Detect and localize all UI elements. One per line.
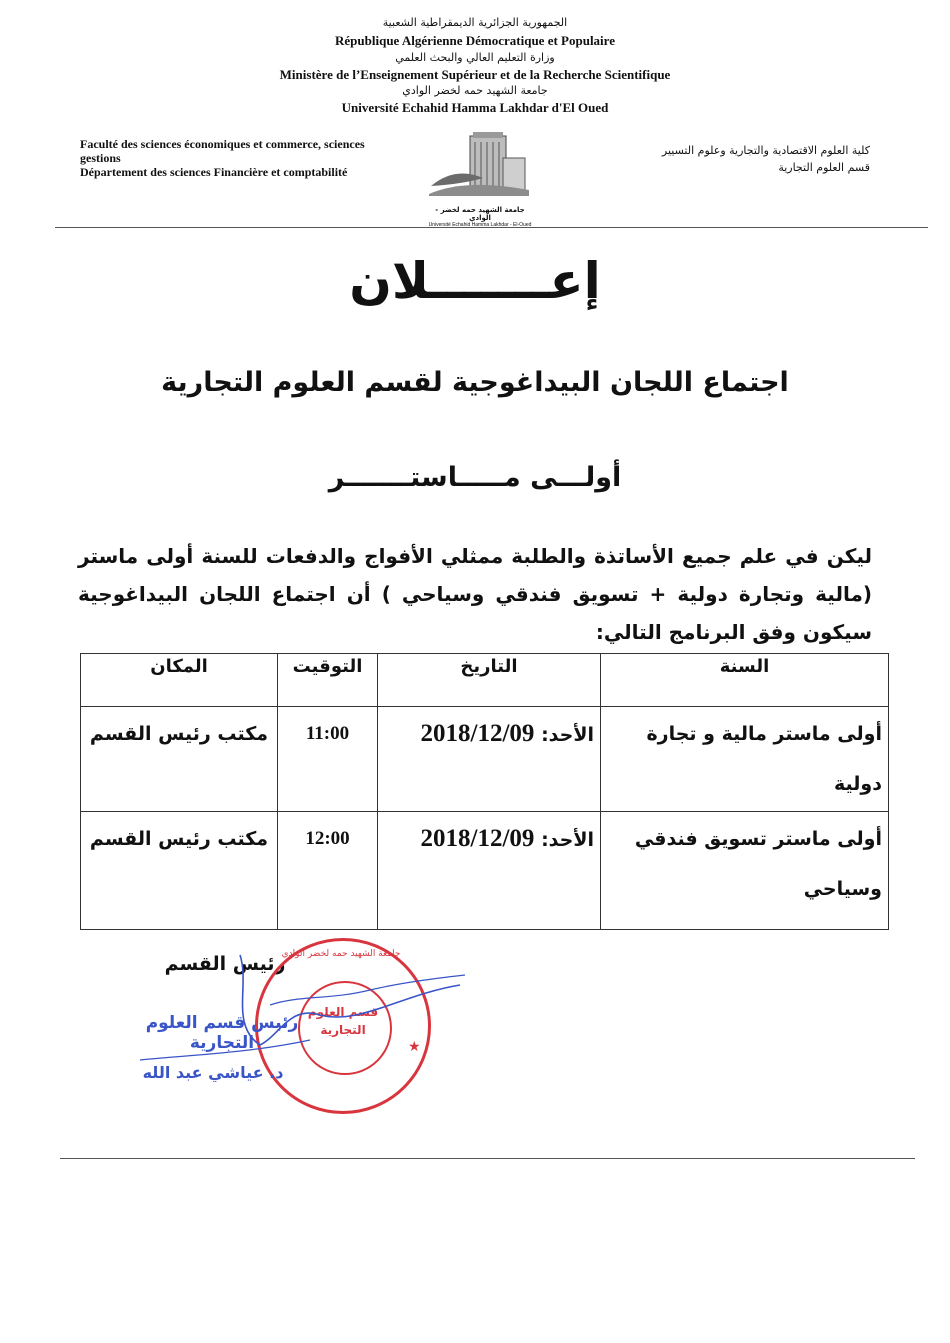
cell-place: مكتب رئيس القسم [81, 812, 278, 930]
cell-year: أولى ماستر تسويق فندقي وسياحي [601, 812, 889, 930]
department-fr: Département des sciences Financière et comptabilité [80, 165, 348, 179]
cell-day: الأحد: [541, 829, 594, 851]
seal-center-line1: قسم العلوم [307, 1005, 379, 1019]
university-logo [425, 128, 535, 226]
schedule-table [80, 653, 889, 930]
cell-day: الأحد: [541, 724, 594, 746]
faculty-fr-line1: Faculté des sciences économiques et commerce, sciences [80, 137, 365, 151]
stamp-title: رئيس قسم العلوم التجارية [145, 1013, 299, 1053]
header-time: التوقيت [278, 654, 378, 707]
footer-divider [60, 1158, 915, 1159]
header-date: التاريخ [378, 654, 601, 707]
announcement-title: إعـــــــلان [349, 252, 601, 310]
faculty-fr [80, 137, 440, 179]
seal-center-line2: التجارية [320, 1023, 366, 1037]
announcement-subtitle: اجتماع اللجان البيداغوجية لقسم العلوم التجارية [161, 367, 789, 398]
cell-date-value: 2018/12/09 [420, 825, 535, 852]
faculty-ar [570, 142, 870, 176]
university-ar: جامعة الشهيد حمه لخضر الوادي [402, 84, 548, 97]
cell-time: 11:00 [278, 707, 378, 812]
table-row [81, 812, 889, 930]
cell-place: مكتب رئيس القسم [81, 707, 278, 812]
handwritten-signature-icon [130, 935, 470, 1075]
announcement-level: أولـــى مـــــاستـــــــر [328, 462, 622, 493]
republic-fr: République Algérienne Démocratique et Populaire [335, 33, 615, 48]
cell-date [378, 707, 601, 812]
signature-role: رئيس القسم [164, 953, 286, 975]
ministry-fr: Ministère de l’Enseignement Supérieur et de la Recherche Scientifique [279, 67, 671, 82]
building-logo-icon [425, 128, 535, 202]
faculty-ar-line: كلية العلوم الاقتصادية والتجارية وعلوم التسيير [661, 144, 870, 157]
stamp-name: د. عياشي عبد الله [142, 1063, 284, 1082]
cell-year: أولى ماستر مالية و تجارة دولية [601, 707, 889, 812]
logo-caption-fr: Université Echahid Hamma Lakhdar - El-Oued [428, 222, 532, 228]
ministry-ar: وزارة التعليم العالي والبحث العلمي [395, 51, 555, 64]
table-row [81, 707, 889, 812]
header-divider [55, 227, 928, 228]
table-header-row [81, 654, 889, 707]
header-place: المكان [81, 654, 278, 707]
seal-ring-text: جامعة الشهيد حمه لخضر الوادي [281, 949, 401, 959]
republic-ar: الجمهورية الجزائرية الديمقراطية الشعبية [382, 16, 568, 29]
logo-caption-ar: جامعة الشهيد حمه لخضر - الوادي [435, 206, 525, 222]
faculty-fr-line2: gestions [80, 151, 121, 165]
university-fr: Université Echahid Hamma Lakhdar d'El Oued [341, 100, 609, 115]
header-year: السنة [601, 654, 889, 707]
seal-star-icon: ★ [408, 1039, 421, 1055]
cell-date-value: 2018/12/09 [420, 720, 535, 747]
department-ar: قسم العلوم التجارية [778, 161, 870, 174]
cell-date [378, 812, 601, 930]
cell-time: 12:00 [278, 812, 378, 930]
announcement-body: ليكن في علم جميع الأساتذة والطلبة ممثلي الأفواج والدفعات للسنة أولى ماستر (مالية وتجارة دولية + تسويق فندقي وسياحي ) أن اجتماع اللجان البيداغوجية سيكون وفق البرنامج التالي: [78, 544, 872, 644]
